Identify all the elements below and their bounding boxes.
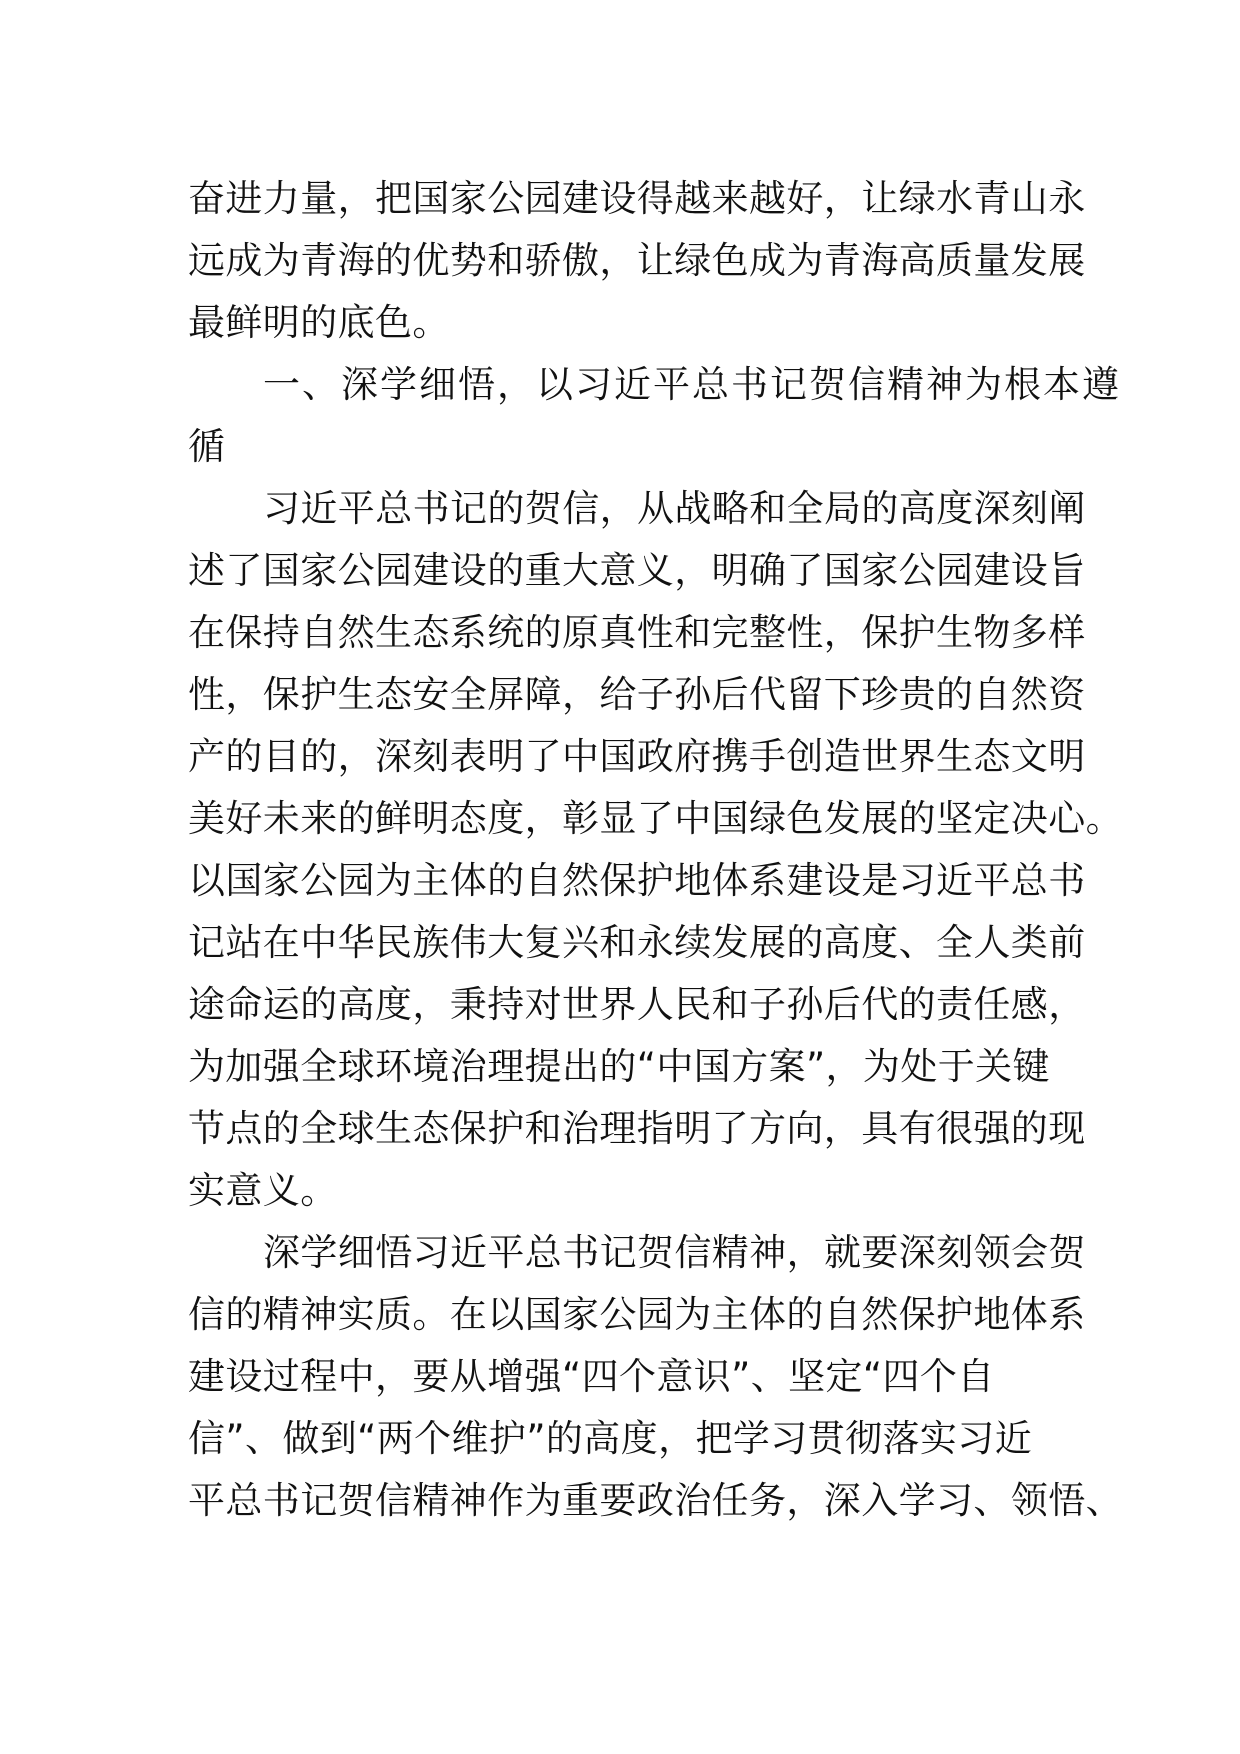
text-line: 记站在中华民族伟大复兴和永续发展的高度、全人类前: [188, 921, 1086, 964]
text-line: 在保持自然生态系统的原真性和完整性，保护生物多样: [188, 611, 1086, 654]
text-line: 述了国家公园建设的重大意义，明确了国家公园建设旨: [188, 549, 1086, 592]
intro-paragraph-tail: [188, 168, 1086, 354]
text-line: 产的目的，深刻表明了中国政府携手创造世界生态文明: [188, 735, 1086, 778]
text-line: 远成为青海的优势和骄傲，让绿色成为青海高质量发展: [188, 239, 1086, 282]
text-line: 性，保护生态安全屏障，给子孙后代留下珍贵的自然资: [188, 673, 1086, 716]
text-line: 美好未来的鲜明态度，彰显了中国绿色发展的坚定决心。: [188, 797, 1123, 840]
text-line: 实意义。: [188, 1169, 338, 1212]
text-line: 建设过程中，要从增强“四个意识”、坚定“四个自: [188, 1355, 995, 1398]
text-line: 节点的全球生态保护和治理指明了方向，具有很强的现: [188, 1107, 1086, 1150]
text-line: 为加强全球环境治理提出的“中国方案”，为处于关键: [188, 1045, 1050, 1088]
text-line: 习近平总书记的贺信，从战略和全局的高度深刻阐: [263, 487, 1086, 530]
text-line: 信”、做到“两个维护”的高度，把学习贯彻落实习近: [188, 1417, 1033, 1460]
text-line: 以国家公园为主体的自然保护地体系建设是习近平总书: [188, 859, 1086, 902]
text-line: 平总书记贺信精神作为重要政治任务，深入学习、领悟、: [188, 1479, 1123, 1522]
body-paragraph-2: [188, 1222, 1123, 1532]
heading-line: 循: [188, 425, 226, 468]
document-body: [188, 168, 1123, 1532]
text-line: 最鲜明的底色。: [188, 301, 450, 344]
text-line: 深学细悟习近平总书记贺信精神，就要深刻领会贺: [263, 1231, 1086, 1274]
section-heading-1: [188, 354, 1121, 478]
text-line: 途命运的高度，秉持对世界人民和子孙后代的责任感，: [188, 983, 1086, 1026]
body-paragraph-1: [188, 478, 1123, 1222]
text-line: 信的精神实质。在以国家公园为主体的自然保护地体系: [188, 1293, 1086, 1336]
text-line: 奋进力量，把国家公园建设得越来越好，让绿水青山永: [188, 177, 1086, 220]
heading-line: 一、深学细悟，以习近平总书记贺信精神为根本遵: [263, 363, 1121, 406]
